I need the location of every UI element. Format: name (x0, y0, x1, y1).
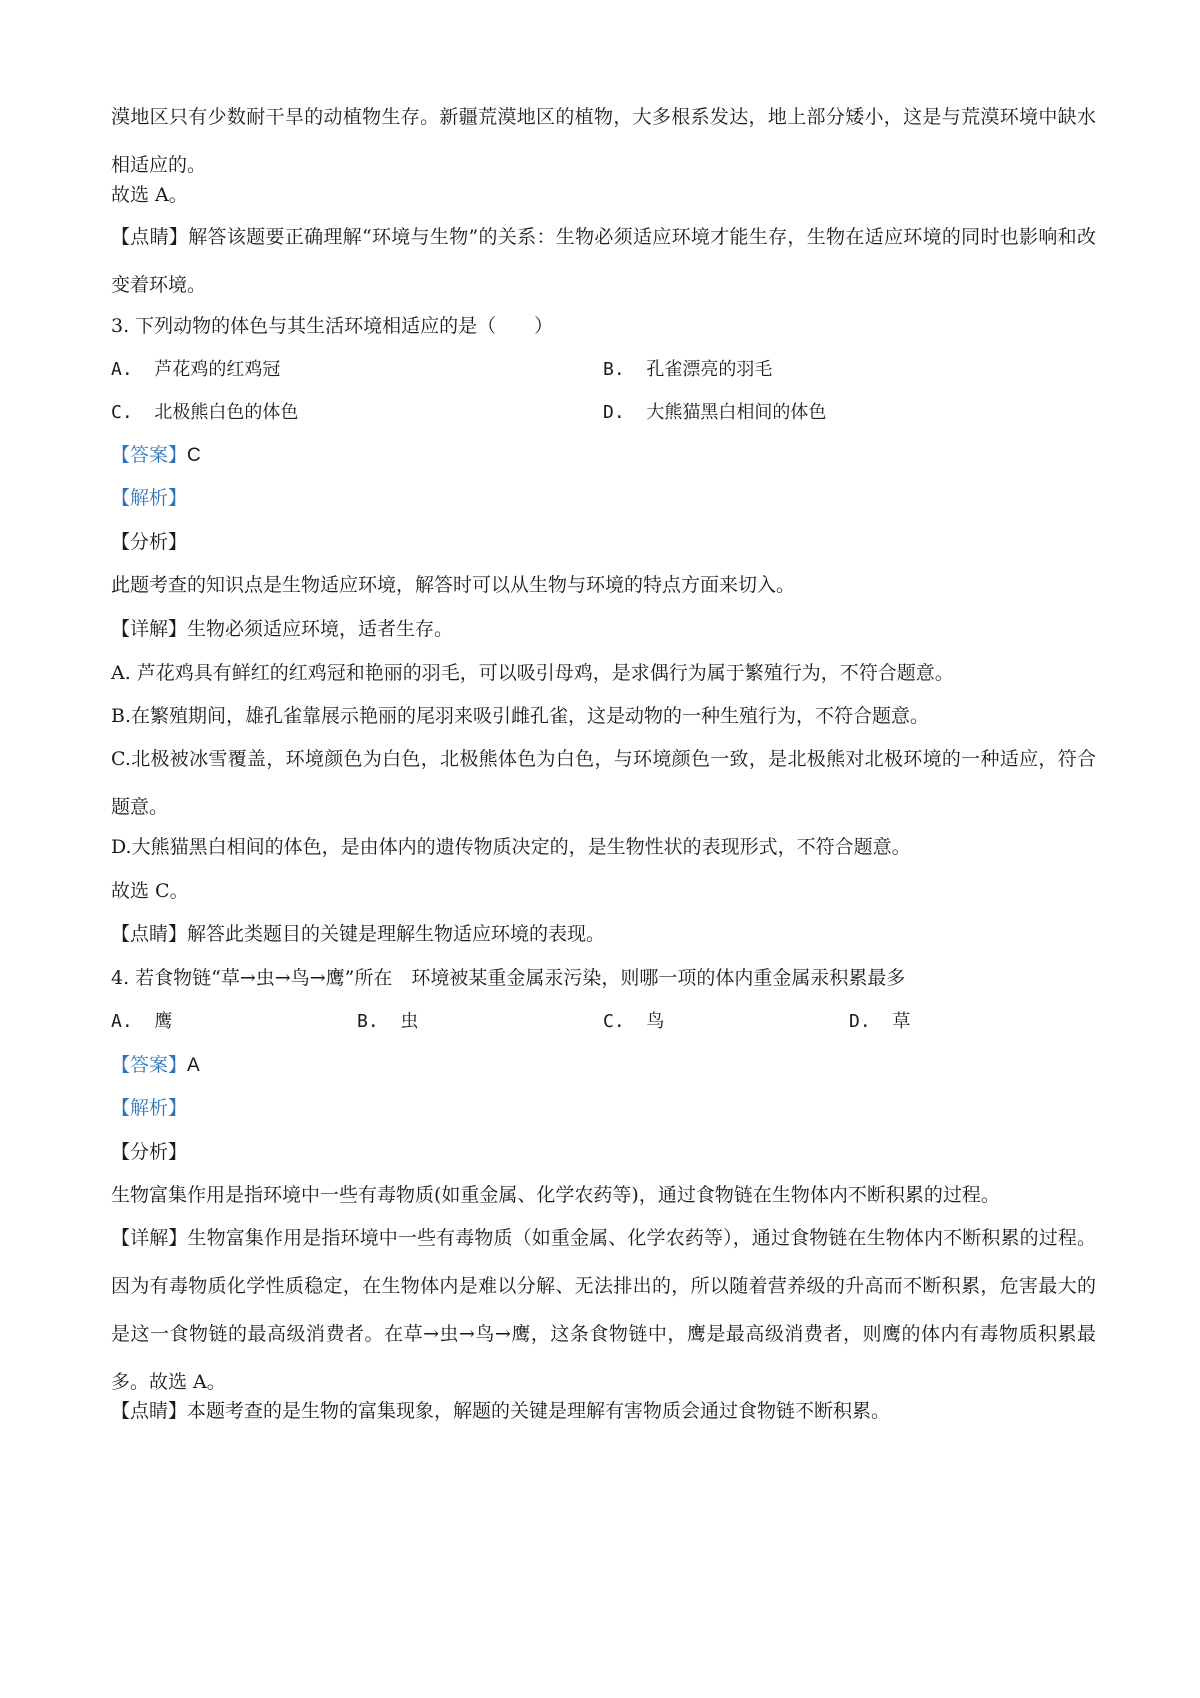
q4-answer (111, 1053, 200, 1078)
note-tag: 【点睛】 (111, 1400, 188, 1422)
q3-option-b: B. 孔雀漂亮的羽毛 (603, 359, 773, 380)
q2-note (111, 213, 1096, 309)
detail-tag: 【详解】 (111, 618, 188, 640)
answer-value: C (187, 445, 201, 466)
q4-fenxi-tag: 【分析】 (111, 1141, 188, 1163)
q2-explanation-tail: 漠地区只有少数耐干旱的动植物生存。新疆荒漠地区的植物，大多根系发达，地上部分矮小，这是与荒漠环境中缺水相适应的。 (111, 106, 1096, 176)
q3-line-b: B.在繁殖期间，雄孔雀靠展示艳丽的尾羽来吸引雌孔雀，这是动物的一种生殖行为，不符合题意。 (111, 705, 930, 727)
q3-detail: 【详解】生物必须适应环境，适者生存。 (111, 618, 454, 640)
q3-line-c: C.北极被冰雪覆盖，环境颜色为白色，北极熊体色为白色，与环境颜色一致，是北极熊对北极环境的一种适应，符合题意。 (111, 748, 1096, 818)
q3-option-d: D. 大熊猫黑白相间的体色 (603, 402, 827, 423)
q3-answer (111, 443, 201, 468)
q3-note: 【点睛】解答此类题目的关键是理解生物适应环境的表现。 (111, 923, 606, 945)
q2-choose: 故选 A。 (111, 184, 188, 206)
q4-option-c: C. 鸟 (603, 1011, 665, 1032)
q3-fenxi: 此题考查的知识点是生物适应环境，解答时可以从生物与环境的特点方面来切入。 (111, 574, 796, 596)
answer-tag: 【答案】 (111, 444, 188, 466)
note-tag: 【点睛】 (111, 226, 189, 248)
q3-line-d: D.大熊猫黑白相间的体色，是由体内的遗传物质决定的，是生物性状的表现形式，不符合题意。 (111, 836, 911, 858)
q4-stem: 4. 若食物链“草→虫→鸟→鹰”所在 环境被某重金属汞污染，则哪一项的体内重金属汞积累最多 (111, 967, 906, 989)
answer-value: A (187, 1055, 200, 1076)
q4-option-d: D. 草 (849, 1011, 911, 1032)
q4-option-a: A. 鹰 (111, 1011, 173, 1032)
q4-note: 【点睛】本题考查的是生物的富集现象，解题的关键是理解有害物质会通过食物链不断积累。 (111, 1400, 891, 1422)
q3-stem: 3. 下列动物的体色与其生活环境相适应的是（ ） (111, 315, 554, 337)
detail-tag: 【详解】 (111, 1227, 188, 1249)
note-text: 解答该题要正确理解“环境与生物”的关系：生物必须适应环境才能生存，生物在适应环境的同时也影响和改变着环境。 (111, 226, 1096, 296)
q3-line-a: A. 芦花鸡具有鲜红的红鸡冠和艳丽的羽毛，可以吸引母鸡，是求偶行为属于繁殖行为，不符合题意。 (111, 662, 954, 684)
q3-option-a: A. 芦花鸡的红鸡冠 (111, 359, 281, 380)
q4-analysis-tag: 【解析】 (111, 1097, 188, 1119)
q3-choose: 故选 C。 (111, 880, 189, 902)
note-tag: 【点睛】 (111, 923, 188, 945)
q4-option-b: B. 虫 (357, 1011, 419, 1032)
q4-detail: 【详解】生物富集作用是指环境中一些有毒物质（如重金属、化学农药等），通过食物链在生物体内不断积累的过程。因为有毒物质化学性质稳定，在生物体内是难以分解、无法排出的，所以随着营养级的升高而不断积累，危害最大的是这一食物链的最高级消费者。在草→虫→鸟→鹰，这条食物链中，鹰是最高级消费者，则鹰的体内有毒物质积累最多。故选 A。 (111, 1227, 1096, 1393)
q3-option-c: C. 北极熊白色的体色 (111, 402, 299, 423)
q4-fenxi: 生物富集作用是指环境中一些有毒物质(如重金属、化学农药等)，通过食物链在生物体内不断积累的过程。 (111, 1184, 1000, 1206)
answer-tag: 【答案】 (111, 1054, 188, 1076)
q3-fenxi-tag: 【分析】 (111, 531, 188, 553)
q3-analysis-tag: 【解析】 (111, 487, 188, 509)
